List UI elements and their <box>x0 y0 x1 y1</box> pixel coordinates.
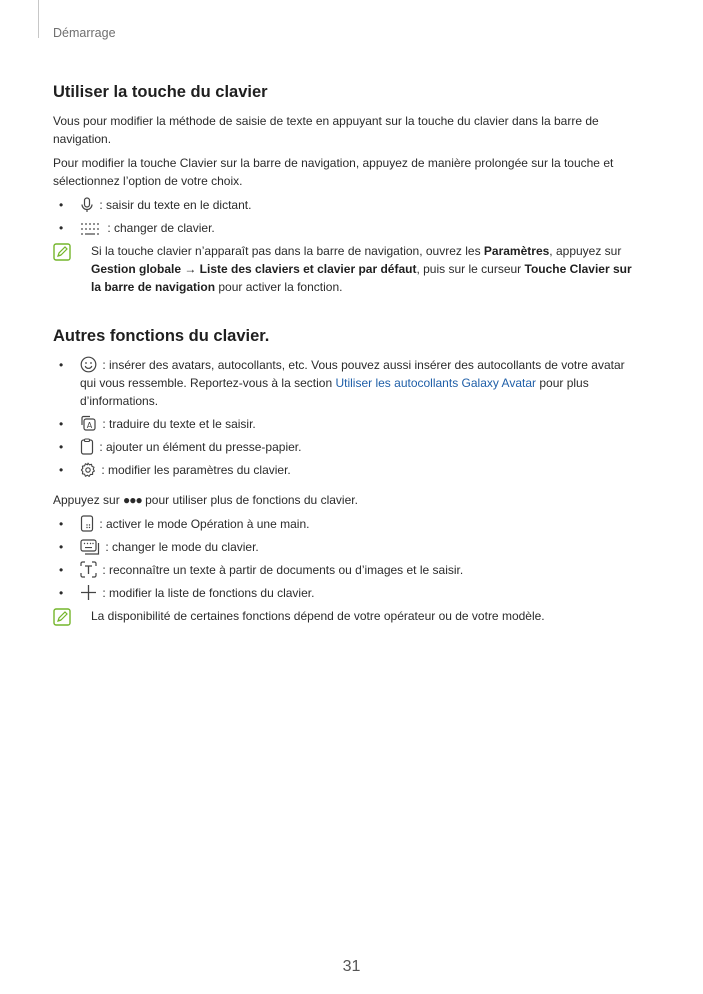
list-item: • : changer le mode du clavier. <box>59 540 259 554</box>
margin-rule <box>38 0 39 38</box>
key-options-list <box>53 196 643 237</box>
smiley-icon <box>80 356 97 373</box>
section-label: Démarrage <box>53 26 116 40</box>
microphone-icon <box>80 197 94 213</box>
keyboard-mode-icon <box>80 539 100 555</box>
note-text: La disponibilité de certaines fonctions dépend de votre opérateur ou de votre modèle. <box>91 609 545 623</box>
list-item: • : reconnaître un texte à partir de documents ou d’images et le saisir. <box>59 563 464 577</box>
note-path-label: Gestion globale → Liste des claviers et clavier par défaut <box>91 262 417 276</box>
heading-keyboard-key: Utiliser la touche du clavier <box>53 83 268 101</box>
list-item: • : modifier la liste de fonctions du clavier. <box>59 586 315 600</box>
svg-text:A: A <box>86 421 93 430</box>
page-number: 31 <box>342 958 361 975</box>
more-functions-list <box>53 515 643 602</box>
heading-other-functions: Autres fonctions du clavier. <box>53 327 270 345</box>
list-item-text: : traduire du texte et le saisir. <box>99 417 256 431</box>
list-item-text: : modifier les paramètres du clavier. <box>98 463 291 477</box>
list-item-text: : insérer des avatars, autocollants, etc. Vous pouvez aussi insérer des autocollants de votre avatar qui vous ressemble. Reportez-vous à la section <box>80 358 625 390</box>
list-item-text: : modifier la liste de fonctions du clavier. <box>99 586 315 600</box>
text-recognition-icon <box>80 561 97 578</box>
page-content <box>53 82 643 625</box>
note-settings-label: Paramètres <box>483 244 550 258</box>
more-text: Appuyez sur <box>53 493 124 507</box>
keyboard-dots-icon <box>80 222 102 236</box>
list-item-text: : activer le mode Opération à une main. <box>96 517 310 531</box>
note-icon <box>53 608 71 626</box>
paragraph-modify: Pour modifier la touche Clavier sur la barre de navigation, appuyez de manière prolongée sur la touche et sélectionnez l’option de votre choix. <box>53 156 614 188</box>
list-item-text: : changer de clavier. <box>104 221 215 235</box>
list-item: • A : traduire du texte et le saisir. <box>59 417 256 431</box>
paragraph-intro: Vous pour modifier la méthode de saisie de texte en appuyant sur la touche du clavier dans la barre de navigation. <box>53 114 599 146</box>
list-item-text: : ajouter un élément du presse-papier. <box>96 440 302 454</box>
list-item-text: : changer le mode du clavier. <box>102 540 259 554</box>
list-item: • : ajouter un élément du presse-papier. <box>59 440 302 454</box>
paragraph-more <box>53 491 643 509</box>
note-text: , appuyez sur <box>549 244 622 258</box>
clipboard-icon <box>80 438 94 455</box>
note-icon <box>53 243 71 261</box>
list-item-text: pour plus d’informations. <box>80 376 589 408</box>
list-item-text: : reconnaître un texte à partir de documents ou d’images et le saisir. <box>99 563 464 577</box>
note-switch-label: Touche Clavier sur la barre de navigation <box>91 262 632 294</box>
more-options-icon: ●●● <box>123 493 142 507</box>
one-hand-icon <box>80 515 94 532</box>
list-item-text: : saisir du texte en le dictant. <box>96 198 252 212</box>
note-availability <box>53 607 643 625</box>
plus-icon <box>80 584 97 601</box>
list-item: • : saisir du texte en le dictant. <box>59 198 252 212</box>
list-item: • : activer le mode Opération à une main. <box>59 517 310 531</box>
note-text: , puis sur le curseur <box>416 262 525 276</box>
galaxy-avatar-link[interactable]: Utiliser les autocollants Galaxy Avatar <box>335 376 537 390</box>
functions-list <box>53 356 643 479</box>
list-item: • : changer de clavier. <box>59 221 215 235</box>
more-text: pour utiliser plus de fonctions du clavier. <box>141 493 358 507</box>
gear-icon <box>80 462 96 478</box>
note-navigation-key <box>53 242 643 296</box>
note-text: Si la touche clavier n’apparaît pas dans la barre de navigation, ouvrez les <box>91 244 484 258</box>
list-item: • : insérer des avatars, autocollants, etc. Vous pouvez aussi insérer des autocollants de votre avatar qui vous ressemble. Reportez-vous à la section Utiliser les autocollants Galaxy Avatar pour plus d’informations. <box>59 358 625 408</box>
note-text: pour activer la fonction. <box>215 280 343 294</box>
translate-icon <box>80 415 97 432</box>
list-item: • : modifier les paramètres du clavier. <box>59 463 291 477</box>
